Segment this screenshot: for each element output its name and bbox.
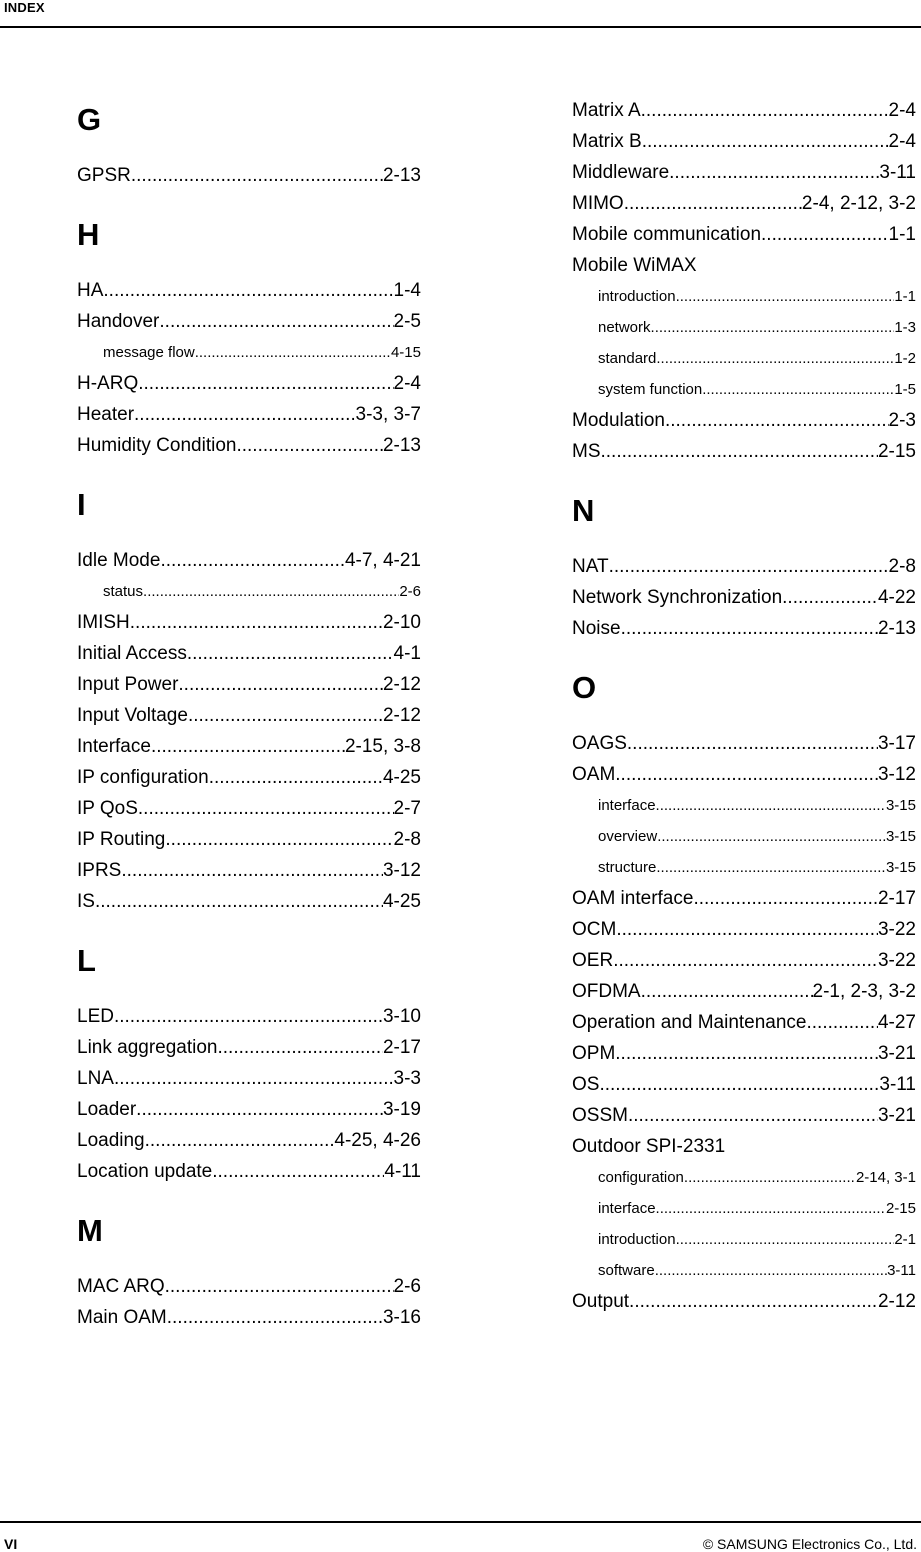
entry-page: 4-1 <box>393 643 421 664</box>
page-number: VI <box>4 1536 18 1552</box>
entry-term: Loading <box>77 1130 145 1151</box>
entry-term: OER <box>572 950 614 971</box>
index-entry <box>77 824 421 855</box>
dot-leader <box>676 1224 895 1255</box>
dot-leader <box>151 731 345 762</box>
header-rule <box>0 26 921 28</box>
entry-page: 2-13 <box>382 165 421 186</box>
entry-page: 2-4, 2-12, 3-2 <box>801 193 916 214</box>
dot-leader <box>103 275 393 306</box>
entry-term: Network Synchronization <box>572 587 783 608</box>
entry-term: Operation and Maintenance <box>572 1012 807 1033</box>
entry-term: network <box>598 319 651 336</box>
index-subentry <box>77 576 421 607</box>
index-entry <box>77 1302 421 1333</box>
index-subentry <box>572 1224 916 1255</box>
entry-term: Heater <box>77 404 135 425</box>
entry-page: 2-4 <box>393 373 421 394</box>
entry-term: NAT <box>572 556 609 577</box>
entry-page: 2-17 <box>877 888 916 909</box>
section-letter-g: G <box>77 102 102 137</box>
running-header: INDEX <box>4 0 45 15</box>
entry-term: Mobile WiMAX <box>572 255 697 276</box>
entry-term: Handover <box>77 311 160 332</box>
dot-leader <box>195 337 391 368</box>
entry-page: 2-12 <box>382 705 421 726</box>
index-entry <box>77 399 421 430</box>
dot-leader <box>114 1001 383 1032</box>
entry-page: 4-15 <box>390 344 421 361</box>
entry-term: interface <box>598 797 656 814</box>
index-subentry <box>572 1193 916 1224</box>
dot-leader <box>609 551 889 582</box>
entry-term: introduction <box>598 1231 676 1248</box>
index-entry <box>572 436 916 467</box>
entry-term: LED <box>77 1006 114 1027</box>
index-entry <box>572 1038 916 1069</box>
index-subentry <box>77 337 421 368</box>
entry-page: 2-8 <box>393 829 421 850</box>
entry-term: H-ARQ <box>77 373 139 394</box>
entry-term: system function <box>598 381 703 398</box>
index-entry <box>572 250 916 281</box>
entry-page: 2-4 <box>888 131 916 152</box>
entry-term: GPSR <box>77 165 131 186</box>
entry-page: 2-15, 3-8 <box>344 736 421 757</box>
entry-page: 3-15 <box>885 859 916 876</box>
index-subentry <box>572 374 916 405</box>
entry-page: 2-15 <box>885 1200 916 1217</box>
entry-term: MS <box>572 441 601 462</box>
dot-leader <box>628 1100 878 1131</box>
entry-page: 2-7 <box>393 798 421 819</box>
dot-leader <box>165 824 393 855</box>
dot-leader <box>702 374 894 405</box>
entry-page: 3-3, 3-7 <box>355 404 421 425</box>
dot-leader <box>134 399 355 430</box>
index-subentry <box>572 1255 916 1286</box>
dot-leader <box>159 306 393 337</box>
index-entry <box>572 95 916 126</box>
dot-leader <box>160 545 345 576</box>
entry-page: 2-17 <box>382 1037 421 1058</box>
dot-leader <box>684 1162 856 1193</box>
footer-rule <box>0 1521 921 1523</box>
index-entry <box>77 545 421 576</box>
index-entry <box>77 368 421 399</box>
index-entry <box>77 886 421 917</box>
index-subentry <box>572 790 916 821</box>
index-entry <box>572 976 916 1007</box>
index-entry <box>572 188 916 219</box>
dot-leader <box>188 700 383 731</box>
dot-leader <box>656 790 886 821</box>
entry-term: OAGS <box>572 733 627 754</box>
index-entry <box>572 1100 916 1131</box>
index-entry <box>77 1063 421 1094</box>
entry-term: Initial Access <box>77 643 187 664</box>
entry-page: 3-11 <box>887 1262 916 1279</box>
dot-leader <box>121 855 383 886</box>
entry-page: 2-4 <box>888 100 916 121</box>
entry-page: 4-27 <box>877 1012 916 1033</box>
index-entry <box>77 700 421 731</box>
dot-leader <box>178 669 383 700</box>
dot-leader <box>641 976 813 1007</box>
index-entry <box>572 945 916 976</box>
entry-term: structure <box>598 859 657 876</box>
section-letter-l: L <box>77 943 96 978</box>
dot-leader <box>665 405 889 436</box>
dot-leader <box>807 1007 878 1038</box>
entry-page: 3-19 <box>382 1099 421 1120</box>
dot-leader <box>656 852 886 883</box>
index-entry <box>572 728 916 759</box>
entry-term: OAM <box>572 764 616 785</box>
entry-term: overview <box>598 828 658 845</box>
dot-leader <box>624 188 802 219</box>
index-subentry <box>572 852 916 883</box>
entry-term: IP Routing <box>77 829 166 850</box>
entry-term: OSSM <box>572 1105 628 1126</box>
entry-term: Matrix A <box>572 100 641 121</box>
entry-term: Input Voltage <box>77 705 188 726</box>
entry-term: MIMO <box>572 193 624 214</box>
index-entry <box>77 1271 421 1302</box>
index-entry <box>572 157 916 188</box>
entry-page: 3-12 <box>877 764 916 785</box>
dot-leader <box>676 281 895 312</box>
entry-page: 2-1 <box>894 1231 916 1248</box>
index-entry <box>572 582 916 613</box>
index-entry <box>77 1156 421 1187</box>
dot-leader <box>130 607 383 638</box>
entry-term: Middleware <box>572 162 670 183</box>
dot-leader <box>657 821 886 852</box>
dot-leader <box>641 95 889 126</box>
entry-term: software <box>598 1262 655 1279</box>
entry-page: 3-11 <box>879 1074 916 1095</box>
entry-term: configuration <box>598 1169 684 1186</box>
entry-term: Idle Mode <box>77 550 161 571</box>
index-entry <box>572 1069 916 1100</box>
index-column-right <box>572 95 916 1317</box>
entry-page: 4-22 <box>877 587 916 608</box>
entry-page: 3-21 <box>877 1105 916 1126</box>
index-subentry <box>572 281 916 312</box>
dot-leader <box>651 312 895 343</box>
index-entry <box>77 1125 421 1156</box>
entry-page: 2-6 <box>399 583 421 600</box>
section-letter-o: O <box>572 670 597 705</box>
entry-page: 2-12 <box>382 674 421 695</box>
entry-page: 1-2 <box>894 350 916 367</box>
entry-page: 2-6 <box>393 1276 421 1297</box>
index-entry <box>77 1001 421 1032</box>
entry-page: 3-22 <box>877 950 916 971</box>
dot-leader <box>218 1032 383 1063</box>
entry-term: status <box>103 583 144 600</box>
dot-leader <box>656 1193 886 1224</box>
index-entry <box>572 1007 916 1038</box>
index-entry <box>77 793 421 824</box>
entry-page: 1-5 <box>894 381 916 398</box>
entry-term: message flow <box>103 344 195 361</box>
dot-leader <box>642 126 889 157</box>
entry-term: Link aggregation <box>77 1037 218 1058</box>
dot-leader <box>165 1271 394 1302</box>
index-entry <box>572 1131 916 1162</box>
entry-page: 2-5 <box>393 311 421 332</box>
index-subentry <box>572 821 916 852</box>
index-entry <box>77 306 421 337</box>
entry-page: 3-17 <box>877 733 916 754</box>
entry-term: OS <box>572 1074 600 1095</box>
entry-term: IP configuration <box>77 767 209 788</box>
entry-page: 3-3 <box>393 1068 421 1089</box>
entry-page: 1-1 <box>894 288 916 305</box>
entry-term: standard <box>598 350 657 367</box>
entry-page: 4-25, 4-26 <box>334 1130 421 1151</box>
section-letter-m: M <box>77 1213 103 1248</box>
dot-leader <box>138 793 394 824</box>
index-entry <box>77 731 421 762</box>
entry-page: 2-10 <box>382 612 421 633</box>
entry-term: LNA <box>77 1068 114 1089</box>
dot-leader <box>627 728 878 759</box>
index-entry <box>572 914 916 945</box>
entry-term: IPRS <box>77 860 122 881</box>
dot-leader <box>131 160 383 191</box>
entry-page: 3-21 <box>877 1043 916 1064</box>
entry-page: 3-11 <box>879 162 916 183</box>
index-entry <box>77 855 421 886</box>
index-entry <box>572 405 916 436</box>
index-subentry <box>572 312 916 343</box>
entry-term: OCM <box>572 919 617 940</box>
entry-page: 2-3 <box>888 410 916 431</box>
dot-leader <box>761 219 889 250</box>
dot-leader <box>613 945 878 976</box>
index-entry <box>77 430 421 461</box>
dot-leader <box>601 436 878 467</box>
dot-leader <box>599 1069 879 1100</box>
index-column-left <box>77 100 421 1333</box>
entry-page: 4-7, 4-21 <box>344 550 421 571</box>
section-letter-n: N <box>572 493 595 528</box>
index-entry <box>572 551 916 582</box>
dot-leader <box>669 157 879 188</box>
entry-term: Loader <box>77 1099 137 1120</box>
index-entry <box>572 613 916 644</box>
entry-page: 1-1 <box>888 224 916 245</box>
entry-page: 3-16 <box>382 1307 421 1328</box>
dot-leader <box>143 576 399 607</box>
entry-term: interface <box>598 1200 656 1217</box>
entry-page: 2-14, 3-1 <box>855 1169 916 1186</box>
dot-leader <box>655 1255 887 1286</box>
entry-term: OAM interface <box>572 888 694 909</box>
entry-page: 2-8 <box>888 556 916 577</box>
entry-term: Interface <box>77 736 151 757</box>
entry-page: 4-25 <box>382 767 421 788</box>
entry-term: Mobile communication <box>572 224 762 245</box>
section-letter-h: H <box>77 217 100 252</box>
entry-term: HA <box>77 280 104 301</box>
dot-leader <box>621 613 878 644</box>
copyright-notice: © SAMSUNG Electronics Co., Ltd. <box>702 1536 917 1552</box>
dot-leader <box>629 1286 878 1317</box>
dot-leader <box>167 1302 383 1333</box>
dot-leader <box>782 582 878 613</box>
entry-term: Output <box>572 1291 630 1312</box>
index-entry <box>77 275 421 306</box>
index-entry <box>572 759 916 790</box>
index-entry <box>77 160 421 191</box>
entry-term: Noise <box>572 618 621 639</box>
dot-leader <box>236 430 383 461</box>
index-entry <box>572 883 916 914</box>
entry-page: 4-11 <box>384 1161 421 1182</box>
dot-leader <box>616 914 878 945</box>
index-entry <box>77 607 421 638</box>
entry-page: 2-12 <box>877 1291 916 1312</box>
entry-term: OFDMA <box>572 981 641 1002</box>
entry-page: 1-3 <box>894 319 916 336</box>
index-entry <box>77 1032 421 1063</box>
dot-leader <box>615 1038 878 1069</box>
entry-term: introduction <box>598 288 676 305</box>
entry-page: 3-15 <box>885 828 916 845</box>
dot-leader <box>615 759 878 790</box>
dot-leader <box>145 1125 335 1156</box>
dot-leader <box>656 343 894 374</box>
index-subentry <box>572 343 916 374</box>
dot-leader <box>187 638 394 669</box>
index-entry <box>77 762 421 793</box>
section-letter-i: I <box>77 487 86 522</box>
dot-leader <box>136 1094 383 1125</box>
dot-leader <box>693 883 878 914</box>
index-entry <box>572 1286 916 1317</box>
entry-term: Location update <box>77 1161 213 1182</box>
dot-leader <box>95 886 383 917</box>
entry-term: IP QoS <box>77 798 138 819</box>
index-subentry <box>572 1162 916 1193</box>
entry-term: OPM <box>572 1043 616 1064</box>
entry-page: 3-22 <box>877 919 916 940</box>
dot-leader <box>212 1156 384 1187</box>
dot-leader <box>138 368 393 399</box>
entry-page: 2-13 <box>382 435 421 456</box>
entry-page: 3-10 <box>382 1006 421 1027</box>
entry-page: 2-13 <box>877 618 916 639</box>
entry-page: 3-15 <box>885 797 916 814</box>
entry-term: IMISH <box>77 612 130 633</box>
dot-leader <box>114 1063 394 1094</box>
entry-page: 2-1, 2-3, 3-2 <box>812 981 916 1002</box>
entry-term: IS <box>77 891 95 912</box>
entry-term: Outdoor SPI-2331 <box>572 1136 726 1157</box>
entry-page: 2-15 <box>877 441 916 462</box>
entry-page: 1-4 <box>393 280 421 301</box>
entry-term: Humidity Condition <box>77 435 237 456</box>
entry-term: Input Power <box>77 674 179 695</box>
index-entry <box>77 1094 421 1125</box>
dot-leader <box>209 762 383 793</box>
index-entry <box>572 219 916 250</box>
entry-term: MAC ARQ <box>77 1276 165 1297</box>
index-entry <box>77 638 421 669</box>
entry-term: Modulation <box>572 410 665 431</box>
entry-page: 3-12 <box>382 860 421 881</box>
entry-page: 4-25 <box>382 891 421 912</box>
index-entry <box>77 669 421 700</box>
index-entry <box>572 126 916 157</box>
entry-term: Matrix B <box>572 131 642 152</box>
entry-term: Main OAM <box>77 1307 167 1328</box>
